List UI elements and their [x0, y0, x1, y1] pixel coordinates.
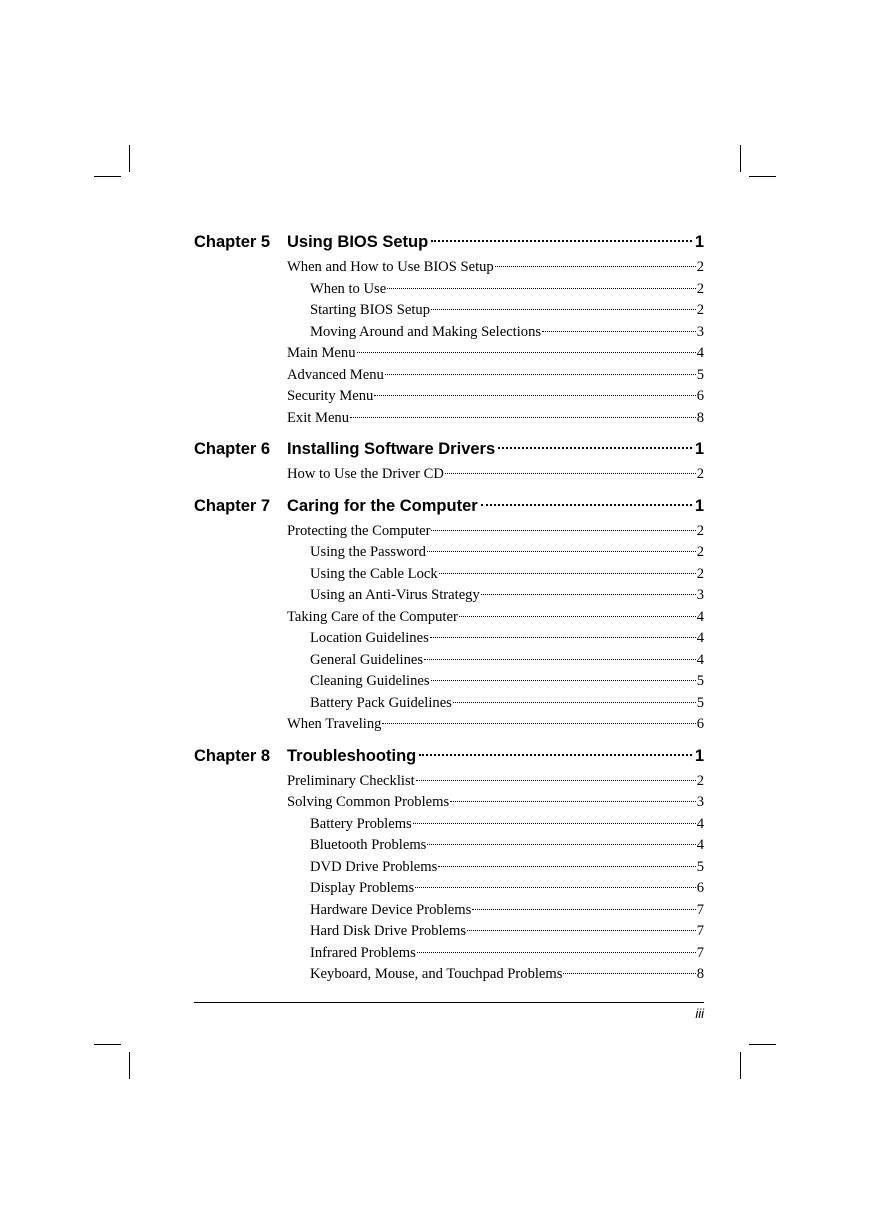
- dot-leader: [430, 637, 696, 638]
- dot-leader: [459, 616, 696, 617]
- page-number: iii: [695, 1006, 704, 1021]
- dot-leader: [445, 473, 696, 474]
- entry-page-number: 2: [696, 544, 704, 560]
- toc-entry[interactable]: [287, 365, 704, 387]
- crop-mark-top-right-v: [740, 145, 741, 172]
- chapter-heading[interactable]: [194, 435, 704, 463]
- entry-page-number: 8: [696, 966, 704, 982]
- toc-subentry[interactable]: [310, 921, 704, 943]
- toc-subentry[interactable]: [310, 900, 704, 922]
- toc-entry[interactable]: [287, 521, 704, 543]
- entry-list: [194, 256, 704, 429]
- entry-list: [194, 463, 704, 486]
- entry-title: General Guidelines: [310, 651, 424, 668]
- chapter-title: Troubleshooting: [287, 746, 417, 765]
- chapter-title-row: [287, 435, 704, 463]
- dot-leader: [481, 504, 692, 506]
- dot-leader: [439, 573, 696, 574]
- footer-rule: [194, 1002, 704, 1003]
- entry-title: Starting BIOS Setup: [310, 302, 430, 318]
- crop-mark-bottom-left-h: [94, 1044, 121, 1045]
- crop-mark-top-right-h: [749, 176, 776, 177]
- chapter-section: [194, 435, 704, 486]
- entry-title: Main Menu: [287, 345, 356, 361]
- toc-subentry[interactable]: [310, 964, 704, 986]
- dot-leader: [453, 702, 696, 703]
- entry-title: Location Guidelines: [310, 630, 429, 646]
- entry-page-number: 2: [696, 522, 704, 539]
- entry-title: Display Problems: [310, 880, 415, 896]
- chapter-number: Chapter 7: [194, 496, 271, 515]
- entry-title: Infrared Problems: [310, 944, 416, 961]
- entry-page-number: 3: [696, 323, 704, 340]
- entry-page-number: 5: [696, 694, 704, 711]
- entry-page-number: 6: [696, 716, 704, 732]
- dot-leader: [416, 780, 696, 781]
- dot-leader: [374, 395, 695, 396]
- dot-leader: [357, 352, 696, 353]
- dot-leader: [427, 551, 696, 552]
- chapter-number: Chapter 8: [194, 746, 271, 765]
- toc-subentry[interactable]: [310, 322, 704, 344]
- entry-title: Hard Disk Drive Problems: [310, 923, 467, 939]
- toc-entry[interactable]: [287, 771, 704, 793]
- entry-title: Cleaning Guidelines: [310, 673, 430, 689]
- entry-page-number: 2: [696, 466, 704, 482]
- entry-page-number: 5: [696, 366, 704, 383]
- entry-list: [194, 520, 704, 736]
- crop-mark-bottom-right-v: [740, 1052, 741, 1079]
- toc-entry[interactable]: [287, 408, 704, 430]
- toc-subentry[interactable]: [310, 628, 704, 650]
- entry-title: How to Use the Driver CD: [287, 466, 444, 482]
- toc-subentry[interactable]: [310, 279, 704, 301]
- entry-page-number: 4: [696, 651, 704, 668]
- toc-subentry[interactable]: [310, 564, 704, 586]
- chapter-title-row: [287, 228, 704, 256]
- toc-subentry[interactable]: [310, 943, 704, 965]
- entry-page-number: 5: [696, 673, 704, 689]
- toc-subentry[interactable]: [310, 693, 704, 715]
- toc-subentry[interactable]: [310, 857, 704, 879]
- entry-title: Protecting the Computer: [287, 522, 431, 539]
- dot-leader: [385, 374, 696, 375]
- entry-title: Advanced Menu: [287, 366, 384, 383]
- dot-leader: [563, 973, 695, 974]
- chapter-number: Chapter 6: [194, 440, 271, 458]
- entry-title: Bluetooth Problems: [310, 837, 427, 853]
- toc-subentry[interactable]: [310, 878, 704, 900]
- chapter-section: [194, 492, 704, 736]
- toc-subentry[interactable]: [310, 542, 704, 564]
- dot-leader: [424, 659, 696, 660]
- toc-subentry[interactable]: [310, 650, 704, 672]
- chapter-title: Using BIOS Setup: [287, 233, 429, 251]
- dot-leader: [382, 723, 695, 724]
- toc-subentry[interactable]: [310, 585, 704, 607]
- entry-page-number: 2: [696, 302, 704, 318]
- toc-subentry[interactable]: [310, 814, 704, 836]
- dot-leader: [450, 801, 696, 802]
- entry-title: Preliminary Checklist: [287, 772, 415, 789]
- entry-page-number: 3: [696, 794, 704, 810]
- toc-entry[interactable]: [287, 386, 704, 408]
- chapter-page-number: 1: [694, 496, 704, 515]
- toc-entry[interactable]: [287, 464, 704, 486]
- entry-title: Security Menu: [287, 388, 374, 404]
- dot-leader: [472, 909, 695, 910]
- chapter-section: [194, 742, 704, 986]
- dot-leader: [542, 331, 696, 332]
- entry-title: Battery Pack Guidelines: [310, 694, 452, 711]
- entry-title: Solving Common Problems: [287, 794, 450, 810]
- chapter-title: Caring for the Computer: [287, 496, 478, 515]
- entry-page-number: 2: [696, 280, 704, 297]
- toc-entry[interactable]: [287, 607, 704, 629]
- crop-mark-bottom-right-h: [749, 1044, 776, 1045]
- entry-page-number: 4: [696, 837, 704, 853]
- entry-title: Using the Password: [310, 544, 426, 560]
- chapter-heading[interactable]: [194, 228, 704, 256]
- toc-entry[interactable]: [287, 714, 704, 736]
- entry-title: Hardware Device Problems: [310, 901, 472, 918]
- chapter-title-row: [287, 492, 704, 520]
- entry-title: When to Use: [310, 280, 387, 297]
- entry-title: Keyboard, Mouse, and Touchpad Problems: [310, 966, 563, 982]
- entry-list: [194, 770, 704, 986]
- entry-page-number: 7: [696, 923, 704, 939]
- chapter-heading[interactable]: [194, 492, 704, 520]
- entry-title: Battery Problems: [310, 815, 412, 832]
- dot-leader: [427, 844, 695, 845]
- chapter-section: [194, 228, 704, 429]
- entry-page-number: 8: [696, 409, 704, 426]
- dot-leader: [415, 887, 696, 888]
- dot-leader: [481, 594, 696, 595]
- entry-page-number: 5: [696, 858, 704, 875]
- entry-title: When Traveling: [287, 716, 382, 732]
- chapter-title: Installing Software Drivers: [287, 440, 496, 458]
- entry-page-number: 2: [696, 259, 704, 275]
- toc-entry[interactable]: [287, 257, 704, 279]
- dot-leader: [431, 680, 696, 681]
- entry-page-number: 7: [696, 901, 704, 918]
- entry-title: DVD Drive Problems: [310, 858, 438, 875]
- entry-page-number: 2: [696, 565, 704, 582]
- entry-page-number: 4: [696, 630, 704, 646]
- entry-page-number: 6: [696, 388, 704, 404]
- dot-leader: [495, 266, 696, 267]
- chapter-page-number: 1: [694, 233, 704, 251]
- entry-page-number: 3: [696, 587, 704, 603]
- chapter-title-row: [287, 742, 704, 770]
- crop-mark-bottom-left-v: [129, 1052, 130, 1079]
- dot-leader: [431, 309, 696, 310]
- dot-leader: [387, 288, 696, 289]
- entry-page-number: 4: [696, 608, 704, 625]
- dot-leader: [413, 823, 696, 824]
- dot-leader: [498, 447, 692, 449]
- entry-title: Using the Cable Lock: [310, 565, 438, 582]
- entry-page-number: 6: [696, 880, 704, 896]
- crop-mark-top-left-v: [129, 145, 130, 172]
- toc-entry[interactable]: [287, 343, 704, 365]
- dot-leader: [350, 417, 696, 418]
- dot-leader: [431, 240, 692, 242]
- entry-page-number: 7: [696, 944, 704, 961]
- dot-leader: [431, 530, 695, 531]
- chapter-page-number: 1: [694, 440, 704, 458]
- entry-title: Using an Anti-Virus Strategy: [310, 587, 480, 603]
- entry-page-number: 2: [696, 772, 704, 789]
- entry-page-number: 4: [696, 345, 704, 361]
- table-of-contents: [194, 228, 704, 992]
- entry-page-number: 4: [696, 815, 704, 832]
- crop-mark-top-left-h: [94, 176, 121, 177]
- entry-title: Moving Around and Making Selections: [310, 323, 542, 340]
- entry-title: Exit Menu: [287, 409, 350, 426]
- toc-subentry[interactable]: [310, 300, 704, 322]
- chapter-page-number: 1: [694, 746, 704, 765]
- dot-leader: [419, 754, 692, 756]
- chapter-number: Chapter 5: [194, 233, 271, 251]
- toc-subentry[interactable]: [310, 835, 704, 857]
- toc-subentry[interactable]: [310, 671, 704, 693]
- dot-leader: [417, 952, 696, 953]
- entry-title: When and How to Use BIOS Setup: [287, 259, 494, 275]
- entry-title: Taking Care of the Computer: [287, 608, 458, 625]
- dot-leader: [438, 866, 695, 867]
- toc-entry[interactable]: [287, 792, 704, 814]
- dot-leader: [467, 930, 696, 931]
- chapter-heading[interactable]: [194, 742, 704, 770]
